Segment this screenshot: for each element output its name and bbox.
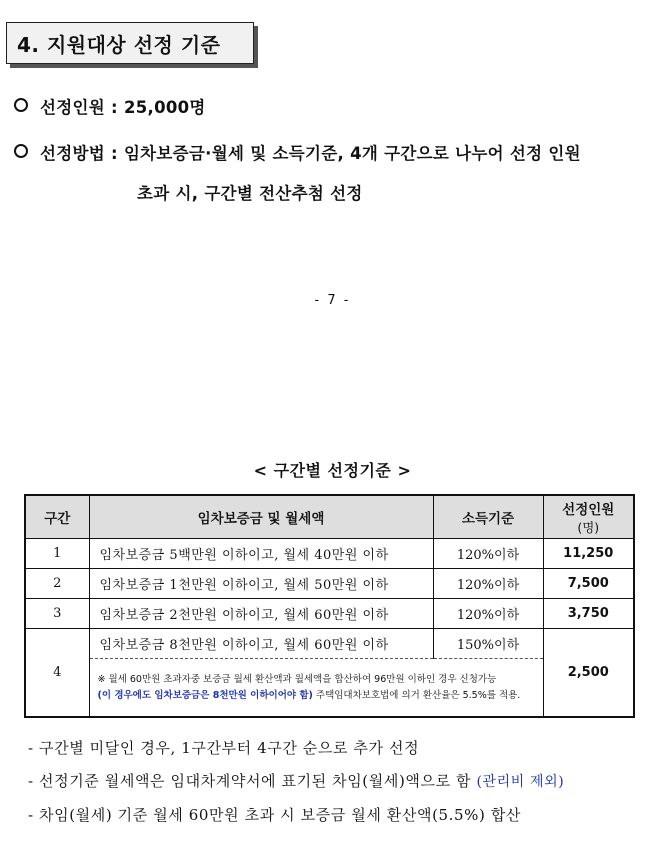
page-number: - 7 - bbox=[314, 293, 351, 308]
table-header-row bbox=[25, 495, 634, 539]
cell-zone: 1 bbox=[25, 539, 89, 569]
header-count-label: 선정인원 bbox=[562, 502, 615, 518]
bullet-selection-count bbox=[14, 94, 206, 118]
cell-condition: 임차보증금 2천만원 이하이고, 월세 60만원 이하 bbox=[89, 599, 433, 629]
table-row bbox=[25, 569, 634, 599]
table-note-highlight: (이 경우에도 임차보증금은 8천만원 이하이어야 함) bbox=[97, 689, 313, 701]
section-heading bbox=[6, 22, 254, 64]
cell-income: 120%이하 bbox=[433, 539, 543, 569]
bullet-selection-method bbox=[14, 140, 581, 164]
table-row bbox=[25, 539, 634, 569]
cell-count: 3,750 bbox=[543, 599, 634, 629]
table-note-line2-rest: 주택임대차보호법에 의거 환산율은 5.5%를 적용. bbox=[312, 689, 521, 701]
table-row bbox=[25, 599, 634, 629]
cell-count: 2,500 bbox=[543, 629, 634, 718]
bullet-selection-count-text: 선정인원 : 25,000명 bbox=[40, 98, 206, 117]
cell-condition: 임차보증금 1천만원 이하이고, 월세 50만원 이하 bbox=[89, 569, 433, 599]
note-line-3: - 차임(월세) 기준 월세 60만원 초과 시 보증금 월세 환산액(5.5%) 합산 bbox=[28, 806, 522, 824]
table-note-row bbox=[25, 659, 634, 718]
header-count bbox=[543, 495, 634, 539]
table-title: < 구간별 선정기준 > bbox=[253, 461, 412, 480]
cell-zone: 4 bbox=[25, 629, 89, 718]
table-note bbox=[89, 659, 543, 718]
table-note-line1: ※ 월세 60만원 초과자중 보증금 월세 환산액과 월세액을 합산하여 96만원 이하인 경우 신청가능 bbox=[97, 673, 497, 685]
bullet-selection-method-text: 선정방법 : 임차보증금·월세 및 소득기준, 4개 구간으로 나누어 선정 인원 bbox=[40, 144, 581, 163]
cell-zone: 3 bbox=[25, 599, 89, 629]
cell-income: 120%이하 bbox=[433, 569, 543, 599]
header-zone: 구간 bbox=[25, 495, 89, 539]
note-line-2-highlight: (관리비 제외) bbox=[476, 774, 565, 790]
section-heading-text: 4. 지원대상 선정 기준 bbox=[17, 32, 221, 57]
header-income: 소득기준 bbox=[433, 495, 543, 539]
circle-bullet-icon bbox=[14, 144, 28, 158]
cell-count: 7,500 bbox=[543, 569, 634, 599]
cell-zone: 2 bbox=[25, 569, 89, 599]
selection-criteria-table bbox=[24, 494, 635, 718]
header-condition: 임차보증금 및 월세액 bbox=[89, 495, 433, 539]
note-line-2-text: - 선정기준 월세액은 임대차계약서에 표기된 차임(월세)액으로 함 bbox=[28, 772, 477, 790]
header-count-unit: (명) bbox=[577, 520, 600, 535]
note-line-2 bbox=[28, 770, 564, 791]
table-note-line2 bbox=[98, 688, 537, 704]
circle-bullet-icon bbox=[14, 98, 28, 112]
table-row bbox=[25, 629, 634, 659]
cell-income: 150%이하 bbox=[433, 629, 543, 659]
cell-condition: 임차보증금 5백만원 이하이고, 월세 40만원 이하 bbox=[89, 539, 433, 569]
cell-condition: 임차보증금 8천만원 이하이고, 월세 60만원 이하 bbox=[89, 629, 433, 659]
bullet-selection-method-continuation: 초과 시, 구간별 전산추첨 선정 bbox=[137, 184, 363, 203]
cell-count: 11,250 bbox=[543, 539, 634, 569]
note-line-1: - 구간별 미달인 경우, 1구간부터 4구간 순으로 추가 선정 bbox=[28, 739, 420, 757]
cell-income: 120%이하 bbox=[433, 599, 543, 629]
